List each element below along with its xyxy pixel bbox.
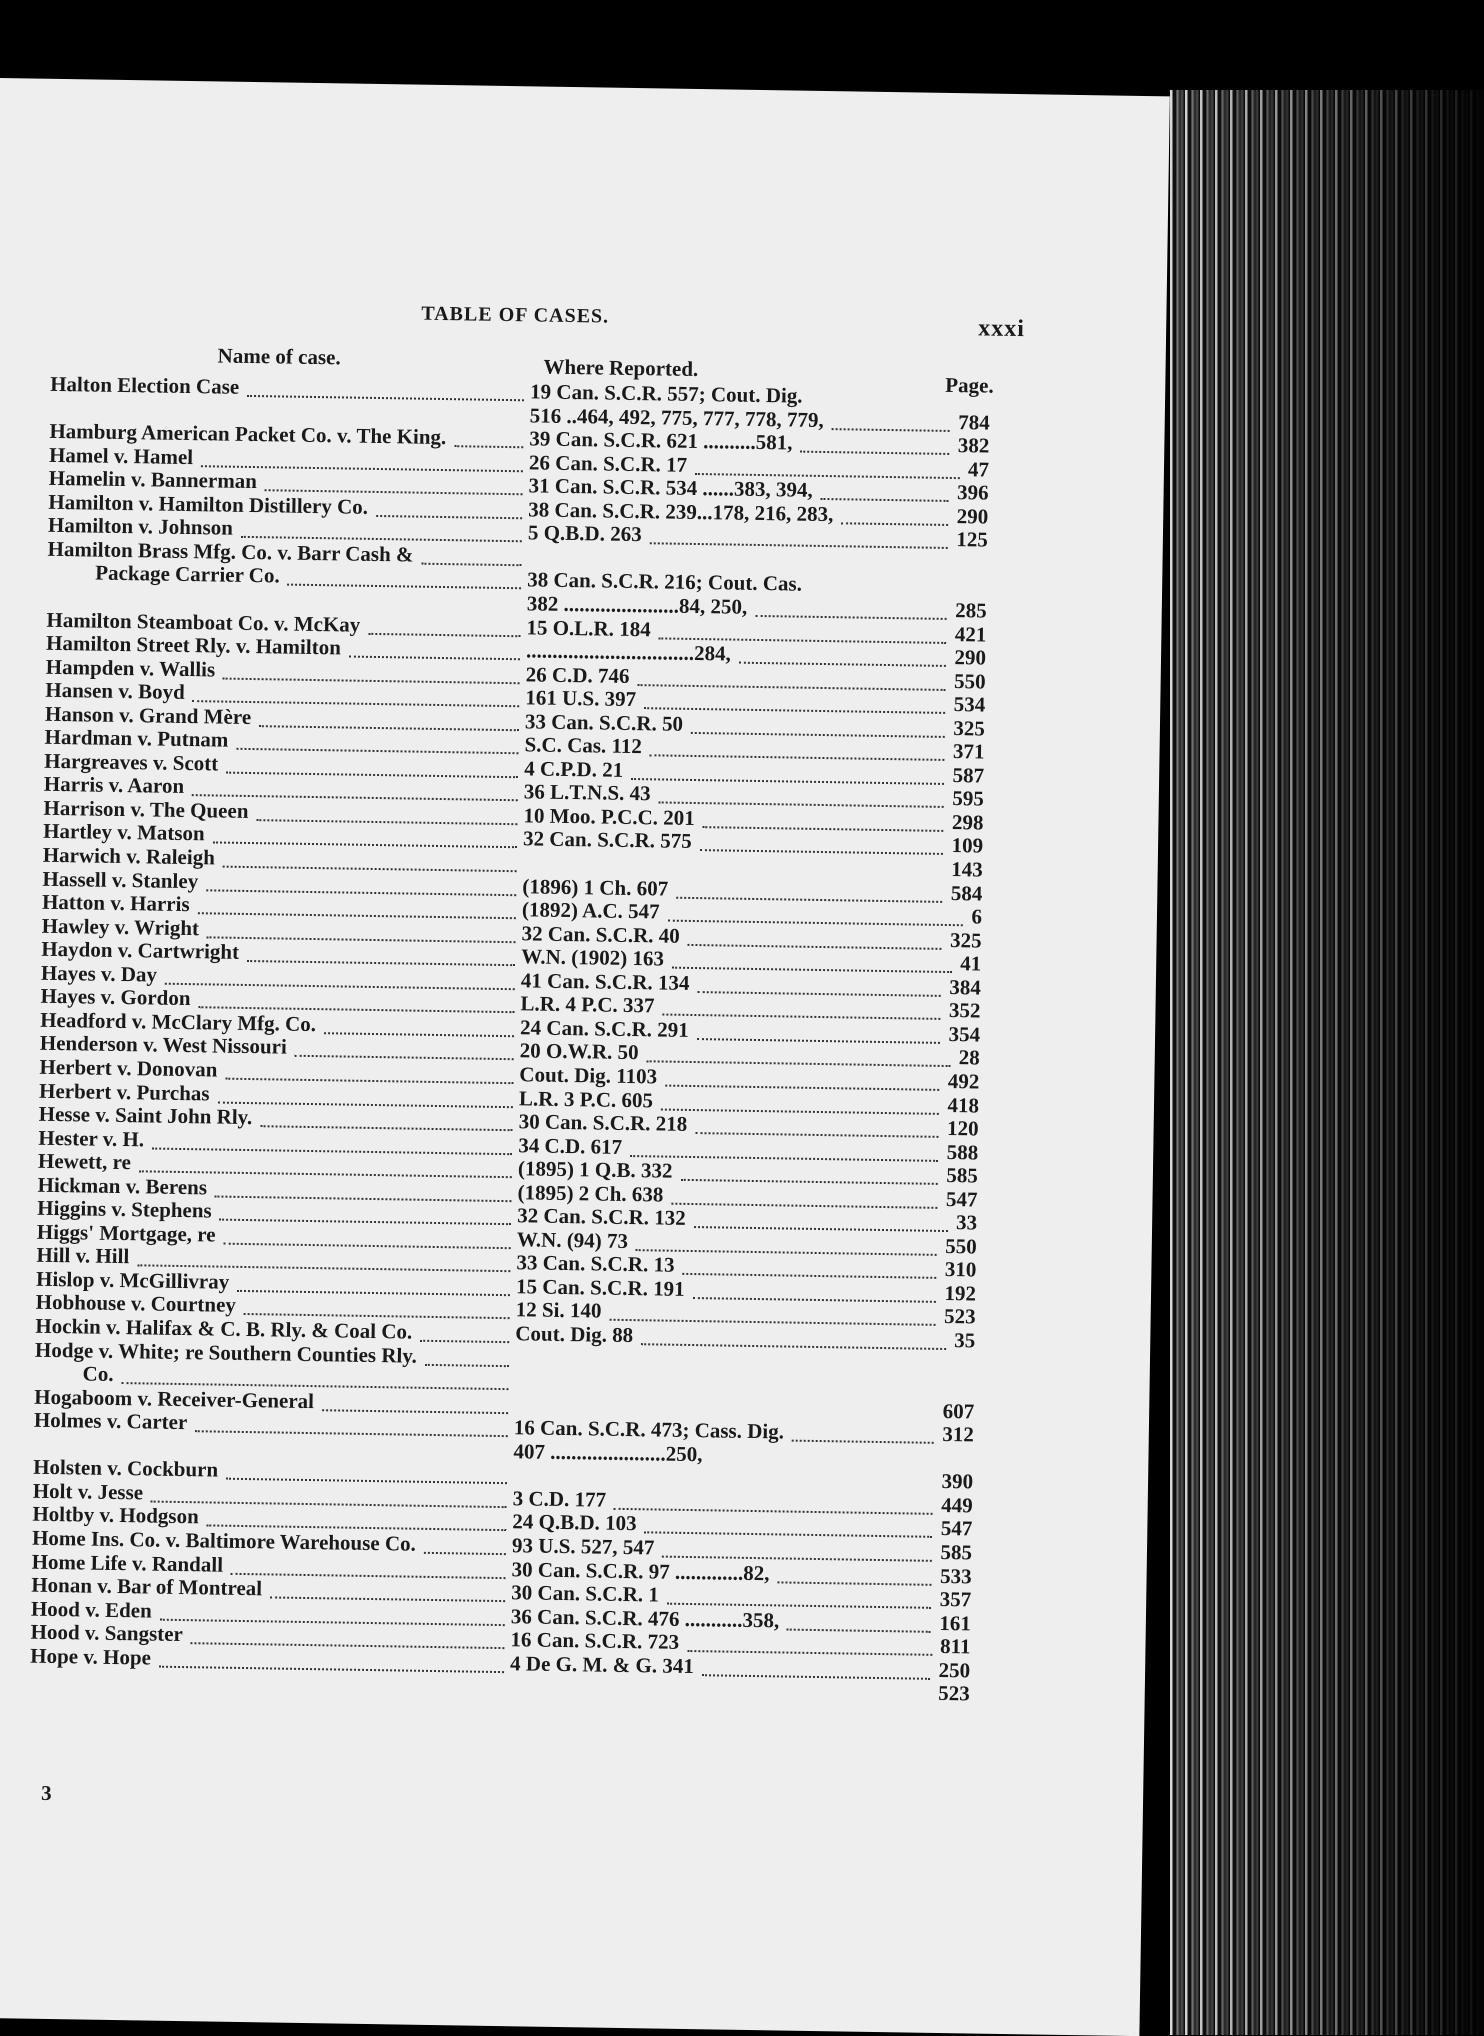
column-header-where: Where Reported. bbox=[543, 354, 699, 382]
case-citation: 15 Can. S.C.R. 191 bbox=[515, 1274, 685, 1301]
case-page: 595 bbox=[952, 786, 984, 811]
case-page: 550 bbox=[953, 668, 986, 694]
case-page: 285 bbox=[955, 598, 987, 623]
case-name: Hogaboom v. Receiver-General bbox=[34, 1384, 315, 1413]
case-page: 607 bbox=[942, 1398, 975, 1424]
case-page: 584 bbox=[950, 880, 983, 906]
case-page: 523 bbox=[943, 1304, 976, 1329]
case-page: 492 bbox=[947, 1068, 980, 1094]
case-page: 421 bbox=[954, 621, 987, 647]
case-citation: 4 De G. M. & G. 341 bbox=[509, 1650, 695, 1678]
case-citation: 516 ..464, 492, 775, 777, 778, 779, bbox=[529, 402, 824, 432]
case-name: Hayes v. Day bbox=[40, 960, 158, 987]
case-citation: L.R. 3 P.C. 605 bbox=[518, 1085, 654, 1112]
case-citation: 33 Can. S.C.R. 50 bbox=[524, 709, 684, 736]
case-name: Hanson v. Grand Mère bbox=[44, 701, 252, 729]
case-name: Hamilton Steamboat Co. v. McKay bbox=[46, 607, 361, 637]
case-page: 384 bbox=[949, 974, 982, 1000]
case-name: Hodge v. White; re Southern Counties Rly. bbox=[34, 1337, 418, 1368]
case-name: Headford v. McClary Mfg. Co. bbox=[40, 1007, 317, 1036]
case-citation: 36 L.T.N.S. 43 bbox=[523, 779, 651, 806]
case-name: Hickman v. Berens bbox=[37, 1172, 208, 1200]
case-page: 371 bbox=[952, 739, 985, 764]
case-page: 587 bbox=[952, 762, 985, 788]
case-citation: 16 Can. S.C.R. 723 bbox=[510, 1627, 680, 1654]
case-citation: 38 Can. S.C.R. 239...178, 216, 283, bbox=[528, 497, 834, 526]
case-page: 312 bbox=[942, 1422, 974, 1447]
case-name: Hamelin v. Bannerman bbox=[48, 466, 258, 494]
case-page: 143 bbox=[951, 857, 983, 882]
case-page: 354 bbox=[948, 1021, 981, 1047]
case-name: Hamel v. Hamel bbox=[48, 442, 194, 469]
case-name: Henderson v. West Nissouri bbox=[39, 1031, 287, 1060]
case-citation: W.N. (1902) 163 bbox=[521, 944, 665, 971]
case-page: 523 bbox=[938, 1681, 970, 1706]
case-name: Harrison v. The Queen bbox=[43, 795, 249, 823]
case-page: 382 bbox=[957, 433, 990, 458]
case-name: Hislop v. McGillivray bbox=[35, 1266, 230, 1294]
case-name: Hamburg American Packet Co. v. The King. bbox=[49, 418, 447, 450]
case-page: 534 bbox=[953, 692, 986, 717]
case-name: Hesse v. Saint John Rly. bbox=[38, 1101, 253, 1130]
case-name: Herbert v. Donovan bbox=[39, 1054, 218, 1082]
case-name: Halton Election Case bbox=[50, 371, 240, 399]
case-page: 357 bbox=[939, 1586, 972, 1612]
column-header-page: Page. bbox=[945, 372, 994, 398]
case-citation: 3 C.D. 177 bbox=[512, 1486, 607, 1512]
case-name: Hamilton Street Rly. v. Hamilton bbox=[45, 630, 342, 660]
case-citation: (1892) A.C. 547 bbox=[521, 897, 660, 924]
case-citation: 36 Can. S.C.R. 476 ...........358, bbox=[510, 1603, 780, 1633]
case-name: Hope v. Hope bbox=[30, 1643, 152, 1670]
column-header-name: Name of case. bbox=[217, 343, 341, 370]
case-citation: 38 Can. S.C.R. 216; Cout. Cas. bbox=[526, 567, 803, 597]
case-citation: 20 O.W.R. 50 bbox=[519, 1038, 639, 1065]
case-page: 352 bbox=[948, 998, 981, 1023]
case-page: 250 bbox=[938, 1657, 971, 1683]
case-citation: 32 Can. S.C.R. 575 bbox=[522, 826, 692, 854]
case-citation: (1895) 1 Q.B. 332 bbox=[517, 1156, 673, 1183]
case-name: Hood v. Eden bbox=[30, 1596, 152, 1623]
case-citation: L.R. 4 P.C. 337 bbox=[520, 991, 655, 1018]
case-page: 310 bbox=[944, 1257, 977, 1282]
case-page: 35 bbox=[954, 1328, 976, 1353]
case-name: Harris v. Aaron bbox=[43, 772, 185, 799]
case-page: 6 bbox=[971, 904, 983, 929]
case-citation: 33 Can. S.C.R. 13 bbox=[516, 1250, 675, 1278]
case-citation: 24 Can. S.C.R. 291 bbox=[519, 1015, 689, 1042]
case-name: Hardman v. Putnam bbox=[44, 725, 229, 752]
case-citation: (1895) 2 Ch. 638 bbox=[517, 1179, 664, 1207]
case-page: 120 bbox=[946, 1116, 979, 1141]
case-name: Hampden v. Wallis bbox=[45, 654, 216, 682]
case-name: Hockin v. Halifax & C. B. Rly. & Coal Co. bbox=[35, 1313, 413, 1344]
case-name: Higgs' Mortgage, re bbox=[36, 1219, 216, 1247]
case-name: Holsten v. Cockburn bbox=[32, 1454, 219, 1482]
case-citation: Cout. Dig. 1103 bbox=[519, 1062, 658, 1089]
case-page: 47 bbox=[967, 456, 990, 482]
book-page-edges bbox=[1170, 90, 1484, 2035]
case-name: Package Carrier Co. bbox=[95, 560, 280, 588]
case-page: 290 bbox=[954, 645, 987, 670]
case-page: 547 bbox=[940, 1516, 973, 1541]
case-page: 125 bbox=[956, 527, 989, 552]
case-page: 28 bbox=[958, 1045, 980, 1070]
case-list bbox=[0, 78, 1170, 2036]
case-page: 161 bbox=[939, 1610, 972, 1636]
case-citation: 30 Can. S.C.R. 218 bbox=[518, 1109, 688, 1136]
case-name: Honan v. Bar of Montreal bbox=[31, 1572, 263, 1601]
case-name: Hewett, re bbox=[37, 1148, 132, 1175]
case-citation: 382 ......................84, 250, bbox=[526, 591, 748, 619]
case-name: Hargreaves v. Scott bbox=[44, 748, 219, 776]
case-page: 396 bbox=[956, 480, 989, 505]
case-name: Hassell v. Stanley bbox=[42, 866, 199, 893]
case-name: Holtby v. Hodgson bbox=[32, 1502, 199, 1529]
case-page: 547 bbox=[945, 1186, 978, 1212]
case-name: Home Life v. Randall bbox=[31, 1549, 224, 1577]
case-name: Home Ins. Co. v. Baltimore Warehouse Co. bbox=[31, 1525, 417, 1556]
case-name: Haydon v. Cartwright bbox=[41, 936, 240, 965]
case-name: Hobhouse v. Courtney bbox=[35, 1290, 237, 1318]
page-number: xxxi bbox=[977, 315, 1026, 343]
case-citation: 26 C.D. 746 bbox=[525, 661, 630, 688]
case-page: 550 bbox=[945, 1233, 977, 1259]
case-name: Hamilton v. Hamilton Distillery Co. bbox=[48, 489, 369, 519]
case-citation: 31 Can. S.C.R. 534 ......383, 394, bbox=[528, 473, 813, 503]
case-citation: 12 Si. 140 bbox=[515, 1297, 602, 1324]
case-page: 585 bbox=[940, 1539, 973, 1565]
case-name: Holt v. Jesse bbox=[32, 1478, 144, 1505]
case-citation: 26 Can. S.C.R. 17 bbox=[528, 449, 688, 477]
case-page: 109 bbox=[951, 833, 984, 858]
case-citation: Cout. Dig. 88 bbox=[515, 1321, 634, 1348]
running-head-title: TABLE OF CASES. bbox=[421, 302, 610, 328]
case-name: Herbert v. Purchas bbox=[38, 1078, 210, 1105]
case-citation: 39 Can. S.C.R. 621 ..........581, bbox=[529, 426, 793, 455]
case-name: Hartley v. Matson bbox=[42, 819, 205, 846]
case-page: 533 bbox=[939, 1563, 972, 1588]
case-name: Higgins v. Stephens bbox=[37, 1195, 212, 1223]
case-citation: 93 U.S. 527, 547 bbox=[511, 1533, 655, 1560]
case-name: Hatton v. Harris bbox=[41, 889, 190, 917]
case-page: 41 bbox=[960, 951, 982, 976]
case-page: 585 bbox=[946, 1163, 979, 1188]
case-page: 390 bbox=[941, 1469, 974, 1494]
case-citation: 24 Q.B.D. 103 bbox=[512, 1509, 637, 1536]
case-page: 418 bbox=[947, 1092, 980, 1118]
case-citation: 10 Moo. P.C.C. 201 bbox=[523, 803, 695, 830]
case-name: Hayes v. Gordon bbox=[40, 984, 191, 1011]
case-page: 33 bbox=[955, 1210, 978, 1235]
case-page: 325 bbox=[949, 927, 982, 953]
case-citation: 161 U.S. 397 bbox=[525, 685, 637, 712]
case-citation: ................................284, bbox=[525, 638, 731, 666]
case-citation: 5 Q.B.D. 263 bbox=[527, 520, 642, 547]
case-page: 588 bbox=[946, 1139, 979, 1165]
case-name: Hamilton v. Johnson bbox=[47, 513, 234, 541]
case-name: Hood v. Sangster bbox=[30, 1619, 184, 1647]
case-name: Holmes v. Carter bbox=[33, 1407, 188, 1435]
case-page: 298 bbox=[951, 809, 984, 835]
case-name: Co. bbox=[82, 1361, 114, 1387]
case-name: Hill v. Hill bbox=[36, 1243, 130, 1269]
case-citation: 32 Can. S.C.R. 132 bbox=[517, 1203, 686, 1231]
case-page: 290 bbox=[956, 503, 989, 529]
case-name: Hansen v. Boyd bbox=[45, 677, 186, 705]
case-page: 325 bbox=[953, 715, 986, 741]
case-name: Harwich v. Raleigh bbox=[42, 842, 216, 870]
case-page: 811 bbox=[939, 1634, 971, 1659]
case-citation: 30 Can. S.C.R. 97 .............82, bbox=[511, 1556, 770, 1585]
case-citation: 30 Can. S.C.R. 1 bbox=[511, 1580, 660, 1607]
case-citation: (1896) 1 Ch. 607 bbox=[522, 873, 669, 901]
case-page: 192 bbox=[944, 1280, 977, 1306]
case-citation: 15 O.L.R. 184 bbox=[526, 614, 651, 641]
case-citation: 41 Can. S.C.R. 134 bbox=[520, 968, 690, 995]
case-citation: W.N. (94) 73 bbox=[516, 1227, 629, 1253]
case-citation: 16 Can. S.C.R. 473; Cass. Dig. bbox=[513, 1415, 785, 1444]
signature-mark: 3 bbox=[40, 1780, 52, 1806]
case-name: Hawley v. Wright bbox=[41, 913, 200, 940]
case-citation: 4 C.P.D. 21 bbox=[524, 756, 624, 782]
case-page: 784 bbox=[958, 409, 990, 435]
case-citation: 19 Can. S.C.R. 557; Cout. Dig. bbox=[529, 379, 803, 408]
book-page bbox=[0, 78, 1170, 2036]
case-citation: 407 ......................250, bbox=[513, 1438, 703, 1466]
case-citation: S.C. Cas. 112 bbox=[524, 732, 643, 759]
case-name: Hamilton Brass Mfg. Co. v. Barr Cash & bbox=[47, 536, 414, 567]
case-citation: 32 Can. S.C.R. 40 bbox=[521, 920, 680, 948]
case-citation: 34 C.D. 617 bbox=[518, 1132, 623, 1159]
case-name: Hester v. H. bbox=[38, 1125, 145, 1151]
case-page: 449 bbox=[941, 1492, 973, 1518]
